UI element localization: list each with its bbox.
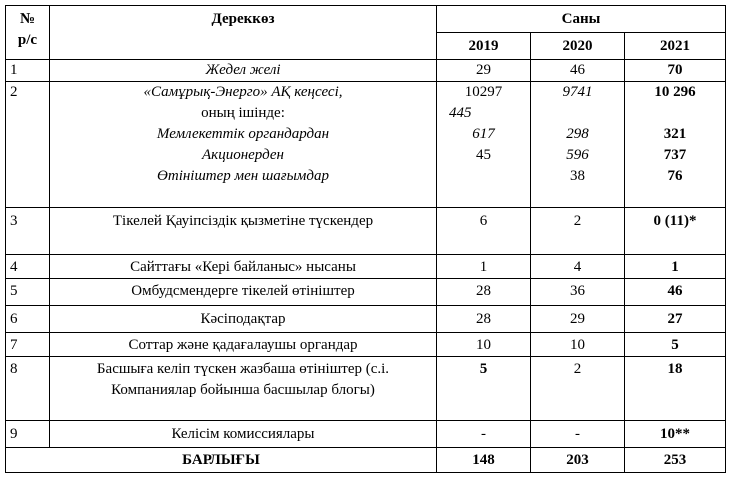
table-row	[6, 357, 726, 421]
row-value-2019: 1	[437, 255, 531, 279]
row-value-line: 737	[663, 147, 687, 163]
header-row	[6, 6, 726, 33]
row-source-line: оның ішінде:	[201, 105, 285, 121]
row-value-2020	[531, 82, 625, 208]
total-value-2020: 203	[531, 448, 625, 473]
row-source: Басшыға келіп түскен жазбаша өтініштер (с.і. Компаниялар бойынша басшылар блогы)	[50, 357, 437, 421]
row-value-2020: 2	[531, 357, 625, 421]
row-value-2019: 10	[437, 333, 531, 357]
table-row	[6, 333, 726, 357]
row-value-2021: 70	[625, 60, 726, 82]
row-source-line: Акционерден	[202, 147, 284, 163]
row-source: Тікелей Қауіпсіздік қызметіне түскендер	[50, 208, 437, 255]
header-num-line1: №	[19, 11, 36, 27]
row-source: Кәсіподақтар	[50, 306, 437, 333]
row-value-2021: 18	[625, 357, 726, 421]
row-source: Соттар және қадағалаушы органдар	[50, 333, 437, 357]
row-value-line: 617	[472, 126, 495, 142]
row-value-line: 45	[476, 147, 491, 163]
header-num	[6, 6, 50, 60]
row-value-2021: 1	[625, 255, 726, 279]
header-year-2020: 2020	[531, 33, 625, 60]
header-year-2019: 2019	[437, 33, 531, 60]
table-row	[6, 255, 726, 279]
header-source: Дереккөз	[50, 6, 437, 60]
row-value-line	[535, 103, 620, 124]
total-row	[6, 448, 726, 473]
row-source: Омбудсмендерге тікелей өтініштер	[50, 279, 437, 306]
row-value-2019: 6	[437, 208, 531, 255]
table-row	[6, 60, 726, 82]
row-value-2020: 2	[531, 208, 625, 255]
table-row	[6, 306, 726, 333]
row-value-line	[441, 166, 526, 187]
row-value-2020: 36	[531, 279, 625, 306]
table-row	[6, 82, 726, 208]
total-value-2021: 253	[625, 448, 726, 473]
row-value-2020: 29	[531, 306, 625, 333]
table-row	[6, 421, 726, 448]
row-num: 5	[6, 279, 50, 306]
row-value-line: 9741	[562, 84, 593, 100]
total-value-2019: 148	[437, 448, 531, 473]
row-num: 2	[6, 82, 50, 208]
row-source-line: Мемлекеттік органдардан	[156, 126, 330, 142]
row-value-2019	[437, 82, 531, 208]
row-value-line: 10297	[464, 84, 503, 100]
row-num: 1	[6, 60, 50, 82]
row-value-2019: 29	[437, 60, 531, 82]
row-num: 9	[6, 421, 50, 448]
row-value-2020: 10	[531, 333, 625, 357]
row-source: Сайттағы «Кері байланыс» нысаны	[50, 255, 437, 279]
row-value-line: 298	[566, 126, 589, 142]
row-value-2019: -	[437, 421, 531, 448]
row-value-line: 321	[663, 126, 687, 142]
row-num: 7	[6, 333, 50, 357]
row-source-line: Өтініштер мен шағымдар	[157, 168, 329, 184]
header-year-2021: 2021	[625, 33, 726, 60]
row-value-line: 445	[449, 105, 472, 121]
row-value-2019: 28	[437, 306, 531, 333]
row-value-2021: 0 (11)*	[625, 208, 726, 255]
row-value-line	[629, 103, 721, 124]
row-value-2021: 27	[625, 306, 726, 333]
row-value-line: 76	[667, 168, 683, 184]
row-value-2021	[625, 82, 726, 208]
row-value-line: 38	[570, 168, 585, 184]
row-source: Жедел желі	[50, 60, 437, 82]
row-num: 4	[6, 255, 50, 279]
row-value-2021: 10**	[625, 421, 726, 448]
row-value-line: 596	[566, 147, 589, 163]
row-value-line: 10 296	[654, 84, 696, 100]
row-value-2020: 4	[531, 255, 625, 279]
row-num: 6	[6, 306, 50, 333]
row-source: Келісім комиссиялары	[50, 421, 437, 448]
row-num: 8	[6, 357, 50, 421]
row-num: 3	[6, 208, 50, 255]
row-value-2020: 46	[531, 60, 625, 82]
header-count: Саны	[437, 6, 726, 33]
total-label: БАРЛЫҒЫ	[6, 448, 437, 473]
sources-table	[5, 5, 726, 473]
table-row	[6, 208, 726, 255]
row-value-2021: 46	[625, 279, 726, 306]
table-row	[6, 279, 726, 306]
row-value-2020: -	[531, 421, 625, 448]
row-value-2021: 5	[625, 333, 726, 357]
header-num-line2: р/с	[17, 32, 38, 48]
row-value-2019: 28	[437, 279, 531, 306]
row-source	[50, 82, 437, 208]
row-source-line: «Самұрық-Энерго» АҚ кеңсесі,	[143, 84, 343, 100]
row-value-2019: 5	[437, 357, 531, 421]
